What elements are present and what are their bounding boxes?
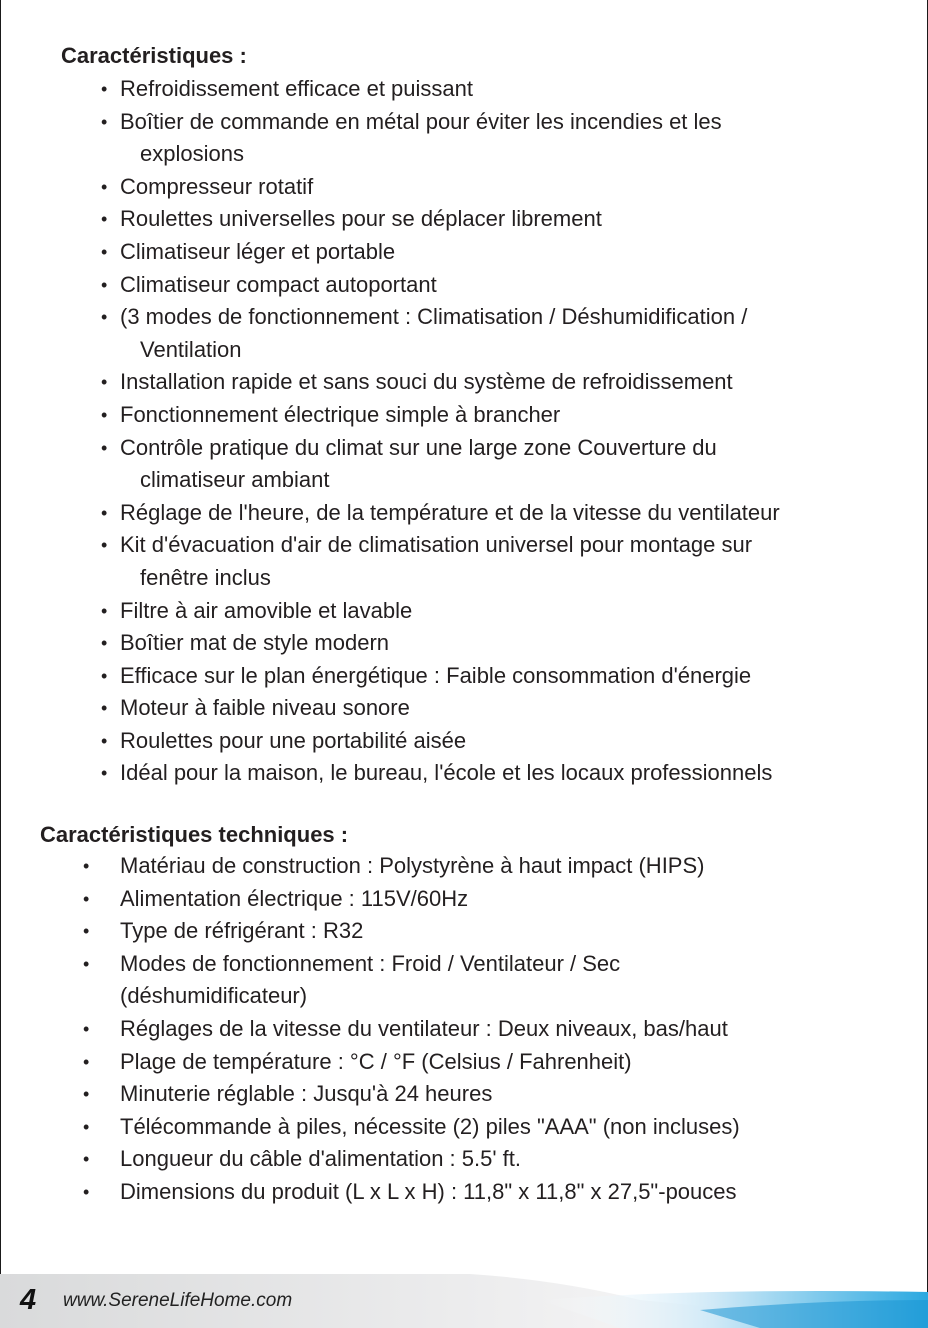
feature-item-text: Idéal pour la maison, le bureau, l'école et les locaux professionnels [120, 760, 773, 786]
bullet-icon: • [101, 241, 108, 262]
feature-item-text: Installation rapide et sans souci du système de refroidissement [120, 369, 733, 395]
bullet-icon: • [83, 1116, 90, 1137]
feature-item-text: Contrôle pratique du climat sur une large zone Couverture du [120, 434, 717, 460]
feature-item-continuation: Ventilation [140, 336, 242, 362]
spec-item-text: Minuterie réglable : Jusqu'à 24 heures [120, 1081, 493, 1107]
feature-item [100, 757, 900, 790]
spec-item [80, 1013, 880, 1046]
spec-item-text: Plage de température : °C / °F (Celsius / Fahrenheit) [120, 1048, 632, 1074]
bullet-icon: • [83, 1149, 90, 1170]
bullet-icon: • [101, 209, 108, 230]
feature-item-text: Climatiseur léger et portable [120, 238, 396, 264]
feature-item [100, 106, 900, 171]
feature-item [100, 203, 900, 236]
feature-item [100, 692, 900, 725]
feature-item [100, 595, 900, 628]
feature-item [100, 301, 900, 366]
spec-item-text: Type de réfrigérant : R32 [120, 918, 364, 944]
bullet-icon: • [101, 698, 108, 719]
feature-item [100, 660, 900, 693]
spec-item [80, 1111, 880, 1144]
feature-item [100, 236, 900, 269]
feature-item-text: Boîtier de commande en métal pour éviter les incendies et les [120, 108, 722, 134]
bullet-icon: • [83, 1084, 90, 1105]
feature-item-text: Climatiseur compact autoportant [120, 271, 437, 297]
spec-item [80, 883, 880, 916]
spec-item [80, 948, 880, 1013]
feature-item [100, 269, 900, 302]
feature-item [100, 399, 900, 432]
feature-item [100, 73, 900, 106]
spec-item [80, 1078, 880, 1111]
bullet-icon: • [83, 1051, 90, 1072]
bullet-icon: • [101, 111, 108, 132]
feature-item-text: Fonctionnement électrique simple à brancher [120, 401, 561, 427]
feature-item-continuation: climatiseur ambiant [140, 467, 330, 493]
bullet-icon: • [101, 437, 108, 458]
bullet-icon: • [101, 763, 108, 784]
bullet-icon: • [101, 372, 108, 393]
features-heading: Caractéristiques : [61, 43, 247, 68]
spec-item [80, 1176, 880, 1209]
bullet-icon: • [83, 1018, 90, 1039]
feature-item [100, 171, 900, 204]
bullet-icon: • [83, 921, 90, 942]
bullet-icon: • [83, 856, 90, 876]
bullet-icon: • [83, 1181, 90, 1202]
bullet-icon: • [101, 404, 108, 425]
feature-item-text: Roulettes universelles pour se déplacer librement [120, 206, 602, 232]
feature-item-text: Filtre à air amovible et lavable [120, 597, 413, 623]
feature-item-text: Moteur à faible niveau sonore [120, 695, 410, 721]
bullet-icon: • [101, 176, 108, 197]
bullet-icon: • [101, 665, 108, 686]
bullet-icon: • [101, 502, 108, 523]
spec-item-text: Télécommande à piles, nécessite (2) piles "AAA" (non incluses) [120, 1113, 740, 1139]
spec-item [80, 1046, 880, 1079]
feature-item-text: (3 modes de fonctionnement : Climatisation / Déshumidification / [120, 304, 748, 330]
bullet-icon: • [101, 730, 108, 751]
features-list [100, 73, 900, 790]
specs-heading: Caractéristiques techniques : [40, 822, 349, 847]
feature-item [100, 432, 900, 497]
page-number: 4 [20, 1284, 37, 1316]
website-url: www.SereneLifeHome.com [63, 1290, 293, 1311]
spec-item-text: Réglages de la vitesse du ventilateur : Deux niveaux, bas/haut [120, 1015, 728, 1041]
feature-item [100, 627, 900, 660]
feature-item-text: Compresseur rotatif [120, 173, 314, 199]
specs-list [80, 850, 880, 1209]
bullet-icon: • [101, 600, 108, 621]
feature-item-continuation: fenêtre inclus [140, 564, 271, 590]
spec-item [80, 850, 880, 883]
feature-item-text: Boîtier mat de style modern [120, 630, 390, 656]
feature-item [100, 497, 900, 530]
spec-item-continuation: (déshumidificateur) [120, 983, 308, 1009]
feature-item-text: Roulettes pour une portabilité aisée [120, 727, 467, 753]
feature-item-text: Kit d'évacuation d'air de climatisation universel pour montage sur [120, 532, 753, 558]
feature-item-text: Efficace sur le plan énergétique : Faible consommation d'énergie [120, 662, 752, 688]
spec-item-text: Dimensions du produit (L x L x H) : 11,8" x 11,8" x 27,5"-pouces [120, 1178, 737, 1204]
bullet-icon: • [101, 274, 108, 295]
spec-item-text: Alimentation électrique : 115V/60Hz [120, 885, 469, 911]
bullet-icon: • [101, 79, 108, 99]
bullet-icon: • [101, 633, 108, 654]
feature-item-continuation: explosions [140, 141, 244, 167]
spec-item [80, 1143, 880, 1176]
feature-item [100, 725, 900, 758]
bullet-icon: • [83, 888, 90, 909]
feature-item [100, 366, 900, 399]
bullet-icon: • [83, 953, 90, 974]
spec-item-text: Longueur du câble d'alimentation : 5.5' ft. [120, 1146, 522, 1172]
spec-item [80, 915, 880, 948]
bullet-icon: • [101, 535, 108, 556]
feature-item-text: Réglage de l'heure, de la température et de la vitesse du ventilateur [120, 499, 780, 525]
feature-item [100, 529, 900, 594]
feature-item-text: Refroidissement efficace et puissant [120, 76, 473, 101]
spec-item-text: Matériau de construction : Polystyrène à haut impact (HIPS) [120, 853, 705, 878]
bullet-icon: • [101, 307, 108, 328]
spec-item-text: Modes de fonctionnement : Froid / Ventilateur / Sec [120, 950, 621, 976]
